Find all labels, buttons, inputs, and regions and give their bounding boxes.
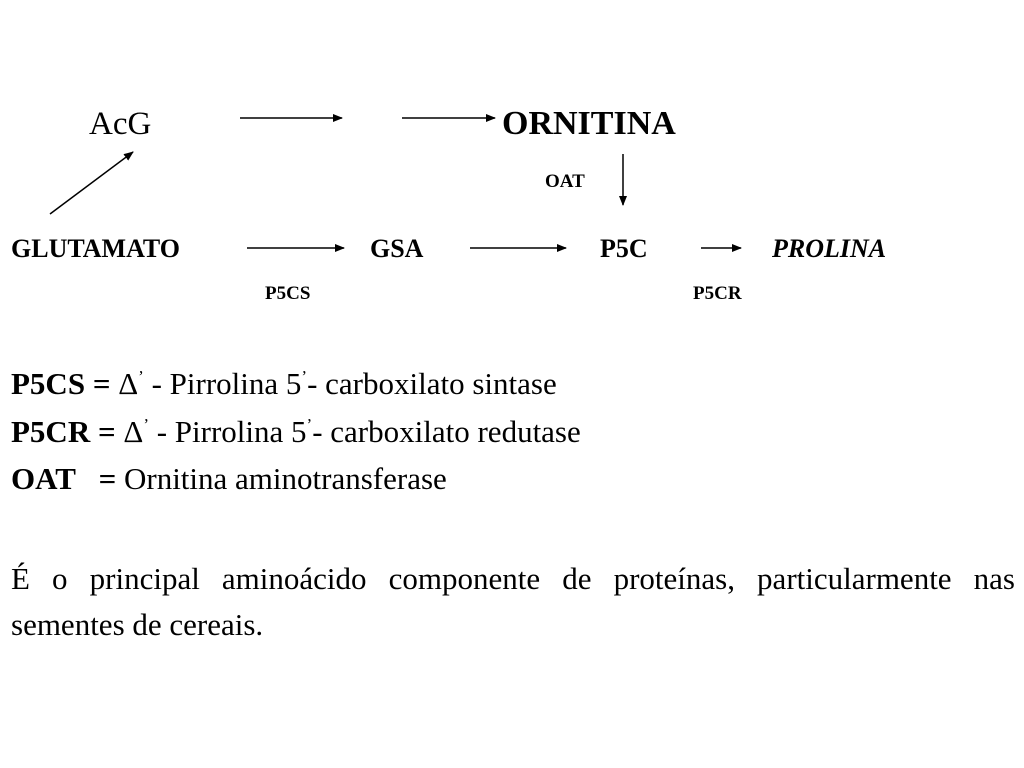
definition-text: Ornitina aminotransferase — [123, 461, 447, 496]
definition-key: P5CR = — [11, 414, 116, 449]
arrow-glutamato-to-acg — [50, 152, 133, 214]
node-glutamato: GLUTAMATO — [11, 234, 181, 263]
delta-symbol: Δ — [118, 366, 139, 401]
description-paragraph: É o principal aminoácido componente de proteínas, particularmente nas sementes de cereais. — [11, 561, 1015, 642]
node-p5c: P5C — [600, 234, 648, 263]
node-acg: AcG — [89, 106, 152, 142]
definition-p5cr — [11, 416, 581, 447]
node-prolina: PROLINA — [772, 234, 887, 263]
arrows-layer — [0, 0, 1024, 330]
definition-text: - Pirrolina 5 — [143, 366, 302, 401]
definition-key: OAT = — [11, 461, 117, 496]
definition-key: P5CS = — [11, 366, 111, 401]
prime-mark: ’ — [301, 367, 308, 386]
definition-oat — [11, 463, 447, 494]
definition-p5cs — [11, 368, 557, 399]
node-ornitina: ORNITINA — [502, 105, 676, 142]
node-gsa: GSA — [370, 234, 424, 263]
enzyme-oat: OAT — [545, 171, 585, 192]
prime-mark: ’ — [306, 415, 313, 434]
definition-text: - carboxilato redutase — [312, 414, 581, 449]
delta-symbol: Δ — [123, 414, 144, 449]
prime-mark: ’ — [143, 415, 149, 434]
enzyme-p5cr: P5CR — [693, 283, 742, 304]
definition-text: - carboxilato sintase — [307, 366, 557, 401]
definition-text: - Pirrolina 5 — [148, 414, 307, 449]
prime-mark: ’ — [138, 367, 144, 386]
enzyme-p5cs: P5CS — [265, 283, 311, 304]
